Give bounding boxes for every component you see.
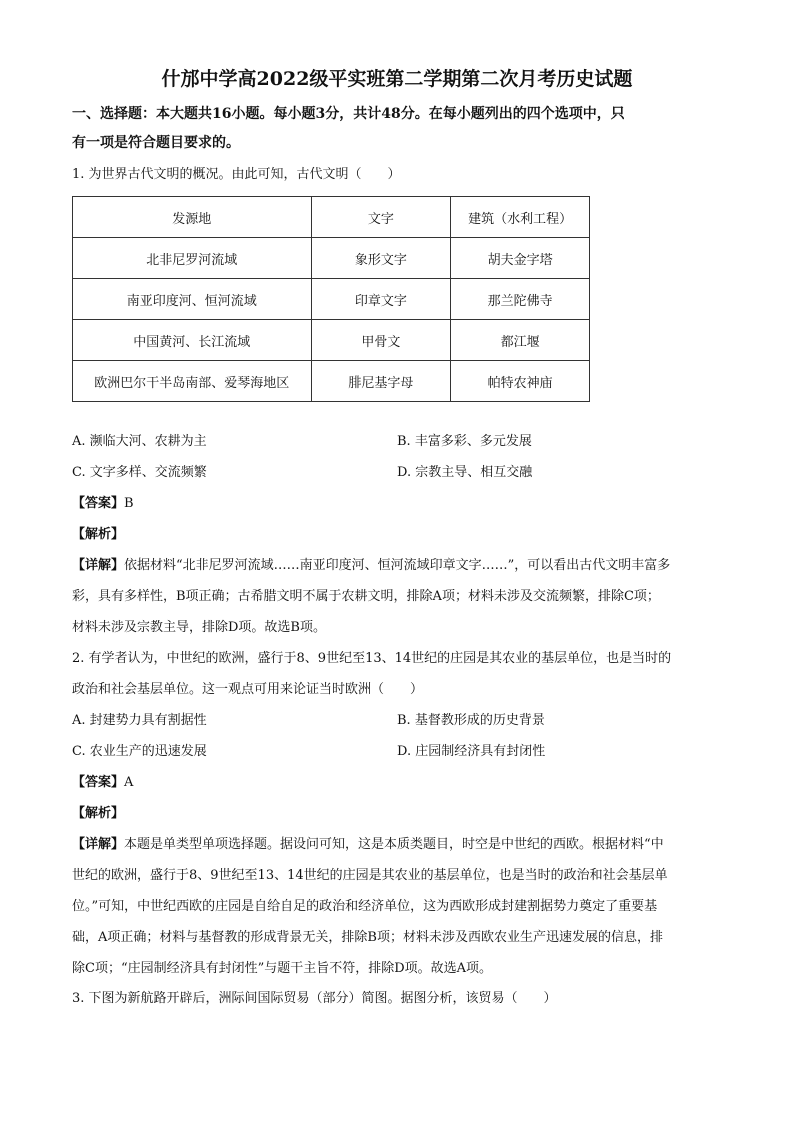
table-cell: 甲骨文: [311, 320, 451, 361]
question-1: [72, 160, 722, 643]
option-c: C. 文字多样、交流频繁: [72, 465, 207, 480]
table-header: 发源地: [73, 197, 312, 238]
option-a: A. 濒临大河、农耕为主: [72, 434, 207, 449]
option-d: D. 宗教主导、相互交融: [397, 465, 533, 480]
table-cell: 印章文字: [311, 279, 451, 320]
answer: 【答案】A: [72, 775, 134, 790]
question-1-options: [72, 426, 722, 488]
table-header: 建筑（水利工程）: [451, 197, 590, 238]
table-header: 文字: [311, 197, 451, 238]
table-cell: 那兰陀佛寺: [451, 279, 590, 320]
table-cell: 象形文字: [311, 238, 451, 279]
civilization-table: [72, 196, 590, 402]
detail-explanation: 【详解】本题是单类型单项选择题。据设问可知，这是本质类题目，时空是中世纪的西欧。根据材料“中 世纪的欧洲，盛行于8、9世纪至13、14世纪的庄园是其农业的基层单位，也是当时的政治和社会基层单 位。”可知，中世纪西欧的庄园是自给自足的政治和经济单位，这为西欧形成封建割据势力奠定了重要基 础，A项正确；材料与基督教的形成背景无关，排除B项；材料未涉及西欧农业生产迅速发展的信息，排 除C项；“庄园制经济具有封闭性”与题干主旨不符，排除D项。故选A项。: [72, 837, 668, 976]
table-cell: 帕特农神庙: [451, 361, 590, 402]
question-1-stem: 1. 为世界古代文明的概况。由此可知，古代文明（ ）: [72, 167, 401, 182]
table-cell: 腓尼基字母: [311, 361, 451, 402]
answer: 【答案】B: [72, 496, 134, 511]
table-row: [73, 279, 590, 320]
option-b: B. 丰富多彩、多元发展: [397, 434, 532, 449]
table-row: [73, 320, 590, 361]
table-cell: 南亚印度河、恒河流域: [73, 279, 312, 320]
question-2: [72, 643, 722, 984]
table-cell: 胡夫金字塔: [451, 238, 590, 279]
option-c: C. 农业生产的迅速发展: [72, 744, 207, 759]
exam-page: [72, 64, 722, 1014]
question-3: [72, 984, 722, 1014]
table-cell: 都江堰: [451, 320, 590, 361]
option-a: A. 封建势力具有割据性: [72, 713, 207, 728]
table-row: [73, 361, 590, 402]
analysis-label: 【解析】: [72, 527, 125, 542]
question-2-options: [72, 705, 722, 767]
analysis-label: 【解析】: [72, 806, 125, 821]
table-row: [73, 238, 590, 279]
option-b: B. 基督教形成的历史背景: [397, 713, 545, 728]
detail-explanation: 【详解】依据材料“北非尼罗河流域……南亚印度河、恒河流域印章文字……”，可以看出古代文明丰富多 彩，具有多样性，B项正确；古希腊文明不属于农耕文明，排除A项；材料未涉及交流频繁，排除C项； 材料未涉及宗教主导，排除D项。故选B项。: [72, 558, 671, 635]
table-header-row: [73, 197, 590, 238]
table-cell: 中国黄河、长江流域: [73, 320, 312, 361]
section-heading: 一、选择题：本大题共16小题。每小题3分，共计48分。在每小题列出的四个选项中，只 有一项是符合题目要求的。: [72, 106, 625, 151]
table-cell: 北非尼罗河流域: [73, 238, 312, 279]
option-d: D. 庄园制经济具有封闭性: [397, 744, 546, 759]
question-2-stem: 2. 有学者认为，中世纪的欧洲，盛行于8、9世纪至13、14世纪的庄园是其农业的基层单位，也是当时的 政治和社会基层单位。这一观点可用来论证当时欧洲（ ）: [72, 651, 672, 697]
page-title: 什邡中学高2022级平实班第二学期第二次月考历史试题: [161, 68, 633, 90]
question-3-stem: 3. 下图为新航路开辟后，洲际间国际贸易（部分）简图。据图分析，该贸易（ ）: [72, 991, 557, 1006]
table-cell: 欧洲巴尔干半岛南部、爱琴海地区: [73, 361, 312, 402]
